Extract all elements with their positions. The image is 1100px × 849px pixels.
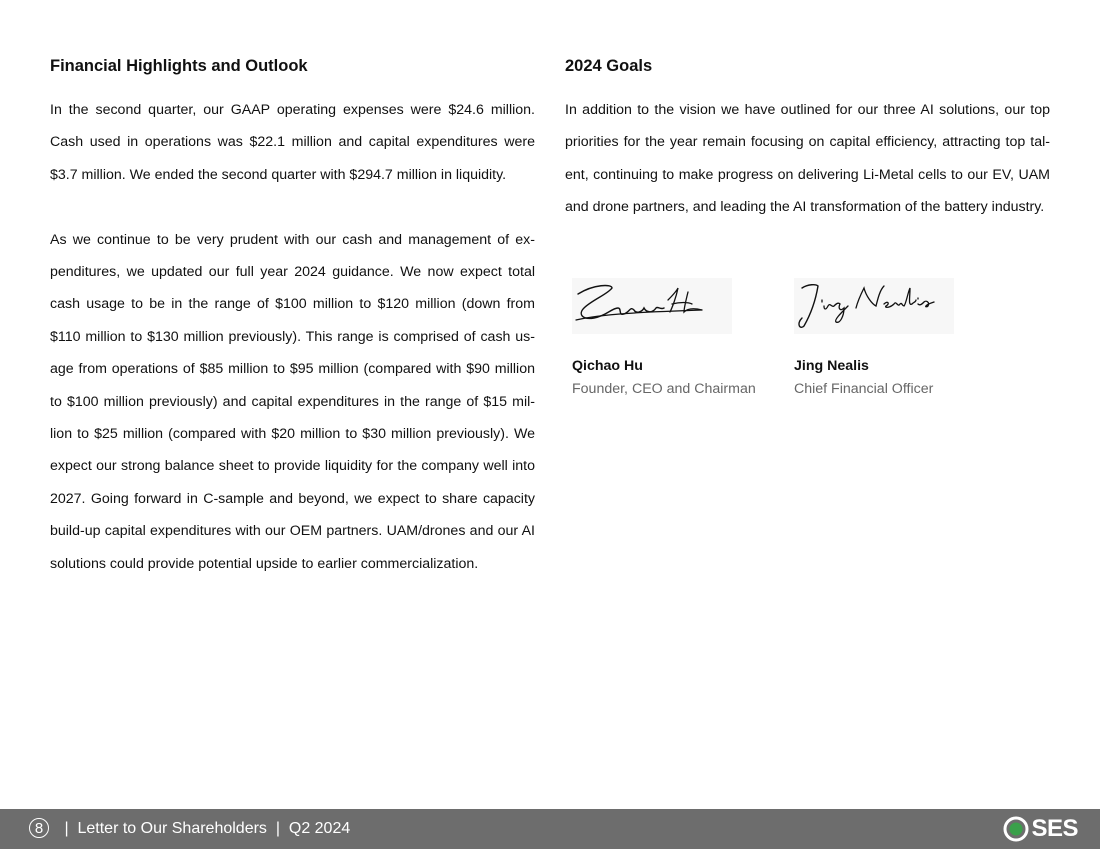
signature-image	[572, 278, 732, 334]
page-number-badge: 8	[29, 818, 49, 838]
section-heading: 2024 Goals	[565, 57, 653, 75]
signatory-title: Chief Financial Officer	[794, 381, 934, 397]
footer-caption: | Letter to Our Shareholders | Q2 2024	[60, 820, 351, 837]
signature-image	[794, 278, 954, 334]
financial-highlights-section	[50, 54, 535, 580]
paragraph: In the second quarter, our GAAP operating expenses were $24.6 million. Cash used in operations was $22.1 million and capital expenditures were $3.7 million. We ended the second quarter with $294.7 million in liquidity.	[50, 102, 535, 183]
signature-cfo	[794, 278, 994, 399]
signature-ceo	[572, 278, 772, 399]
signatory-name: Qichao Hu	[572, 358, 643, 374]
signatory-name: Jing Nealis	[794, 358, 869, 374]
section-heading: Financial Highlights and Outlook	[50, 57, 308, 75]
ses-logo	[1003, 815, 1078, 843]
page-footer	[0, 809, 1100, 849]
ses-logo-icon	[1003, 816, 1029, 842]
logo-wordmark: SES	[1031, 815, 1078, 842]
signatory-title: Founder, CEO and Chairman	[572, 381, 756, 397]
paragraph: In addition to the vision we have outlined for our three AI solutions, our top priorities for the year remain focusing on capital efficiency, attracting top talent, continuing to make progress on delivering Li-Metal cells to our EV, UAM and drone partners, and leading the AI transformation of the battery industry.	[565, 102, 1050, 216]
paragraph: As we continue to be very prudent with our cash and management of expenditures, we updated our full year 2024 guidance. We now expect total cash usage to be in the range of $100 million to $120 million (down from $110 million to $130 million previously). This range is comprised of cash usage from operations of $85 million to $95 million (compared with $90 million to $100 million previously) and capital expenditures in the range of $15 million to $25 million (compared with $20 million to $30 million previously). We expect our strong balance sheet to provide liquidity for the company well into 2027. Going forward in C-sample and beyond, we expect to share capacity build-up capital expenditures with our OEM partners. UAM/drones and our AI solutions could provide potential upside to earlier commercialization.	[50, 231, 535, 572]
goals-section	[565, 54, 1050, 224]
